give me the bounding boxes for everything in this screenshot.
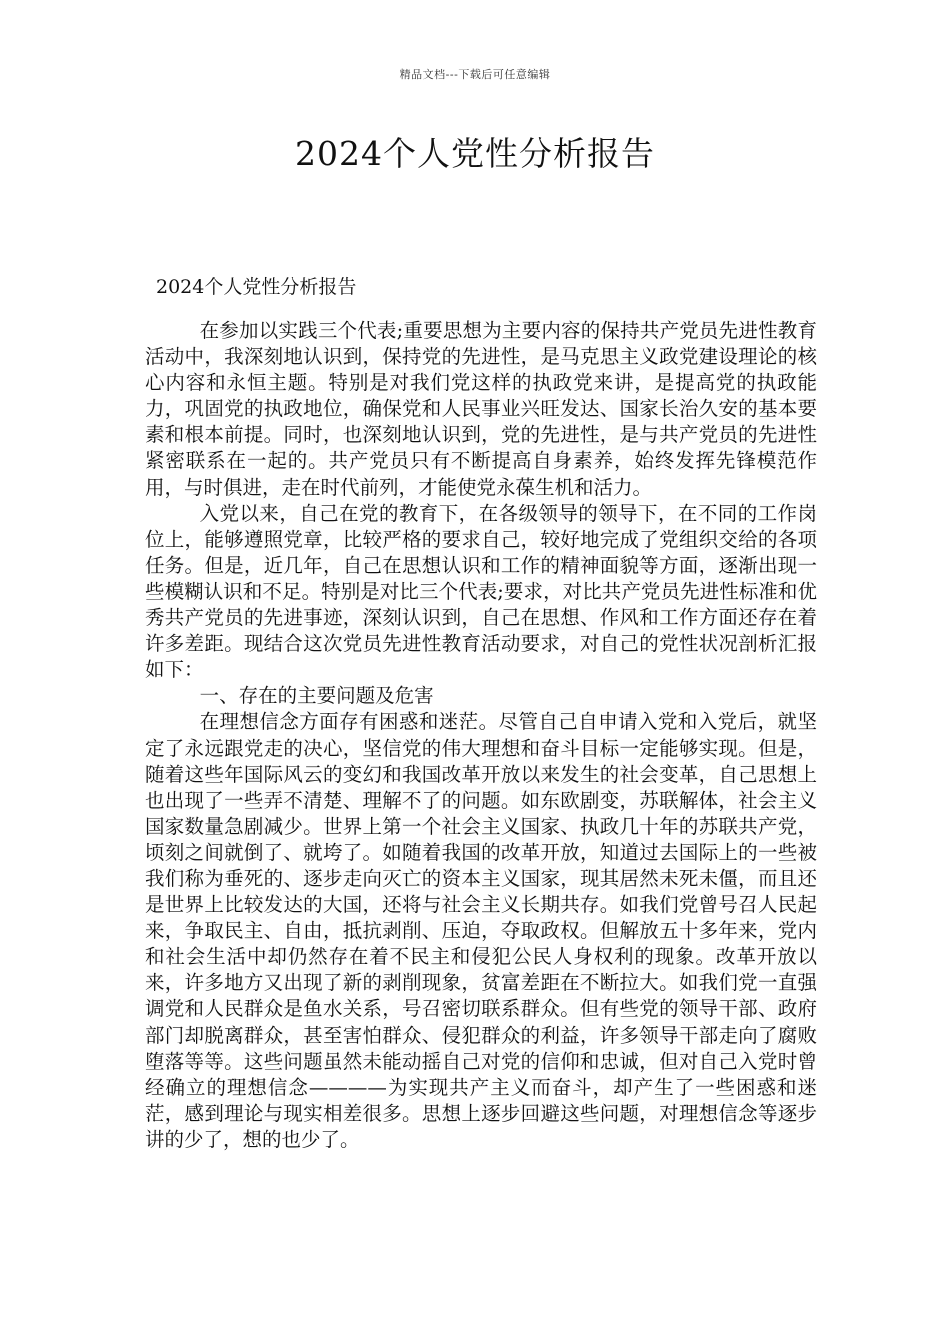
section-heading-problems: 一、存在的主要问题及危害 — [199, 684, 434, 708]
paragraph-intro: 在参加以实践三个代表;重要思想为主要内容的保持共产党员先进性教育活动中，我深刻地认识到，保持党的先进性，是马克思主义政党建设理论的核心内容和永恒主题。特别是对我们党这样的执政党来讲，是提高党的执政能力，巩固党的执政地位，确保党和人民事业兴旺发达、国家长治久安的基本要素和根本前提。同时，也深刻地认识到，党的先进性，是与共产党员的先进性紧密联系在一起的。共产党员只有不断提高自身素养，始终发挥先锋模范作用，与时俱进，走在时代前列，才能使党永葆生机和活力。 — [145, 319, 817, 499]
paragraph-ideals-beliefs: 在理想信念方面存有困惑和迷茫。尽管自己自申请入党和入党后，就坚定了永远跟党走的决心，坚信党的伟大理想和奋斗目标一定能够实现。但是，随着这些年国际风云的变幻和我国改革开放以来发生的社会变革，自己思想上也出现了一些弄不清楚、理解不了的问题。如东欧剧变，苏联解体，社会主义国家数量急剧减少。世界上第一个社会主义国家、执政几十年的苏联共产党，顷刻之间就倒了、就垮了。如随着我国的改革开放，知道过去国际上的一些被我们称为垂死的、逐步走向灭亡的资本主义国家，现其居然未死未僵，而且还是世界上比较发达的大国，还将与社会主义长期共存。如我们党曾号召人民起来，争取民主、自由，抵抗剥削、压迫，夺取政权。但解放五十多年来，党内和社会生活中却仍然存在着不民主和侵犯公民人身权利的现象。改革开放以来，许多地方又出现了新的剥削现象，贫富差距在不断拉大。如我们党一直强调党和人民群众是鱼水关系，号召密切联系群众。但有些党的领导干部、政府部门却脱离群众，甚至害怕群众、侵犯群众的利益，许多领导干部走向了腐败堕落等等。这些问题虽然未能动摇自己对党的信仰和忠诚，但对自己入党时曾经确立的理想信念————为实现共产主义而奋斗，却产生了一些困惑和迷茫，感到理论与现实相差很多。思想上逐步回避这些问题，对理想信念等逐步讲的少了，想的也少了。 — [145, 710, 817, 1151]
header-note: 精品文档---下载后可任意编辑 — [399, 68, 551, 81]
document-subtitle: 2024个人党性分析报告 — [156, 276, 357, 298]
paragraph-self-review: 入党以来，自己在党的教育下，在各级领导的领导下，在不同的工作岗位上，能够遵照党章，比较严格的要求自己，较好地完成了党组织交给的各项任务。但是，近几年，自己在思想认识和工作的精神面貌等方面，逐渐出现一些模糊认识和不足。特别是对比三个代表;要求，对比共产党员先进性标准和优秀共产党员的先进事迹，深刻认识到，自己在思想、作风和工作方面还存在着许多差距。现结合这次党员先进性教育活动要求，对自己的党性状况剖析汇报如下： — [145, 501, 817, 682]
document-title: 2024个人党性分析报告 — [295, 134, 655, 173]
document-body — [145, 318, 817, 1153]
